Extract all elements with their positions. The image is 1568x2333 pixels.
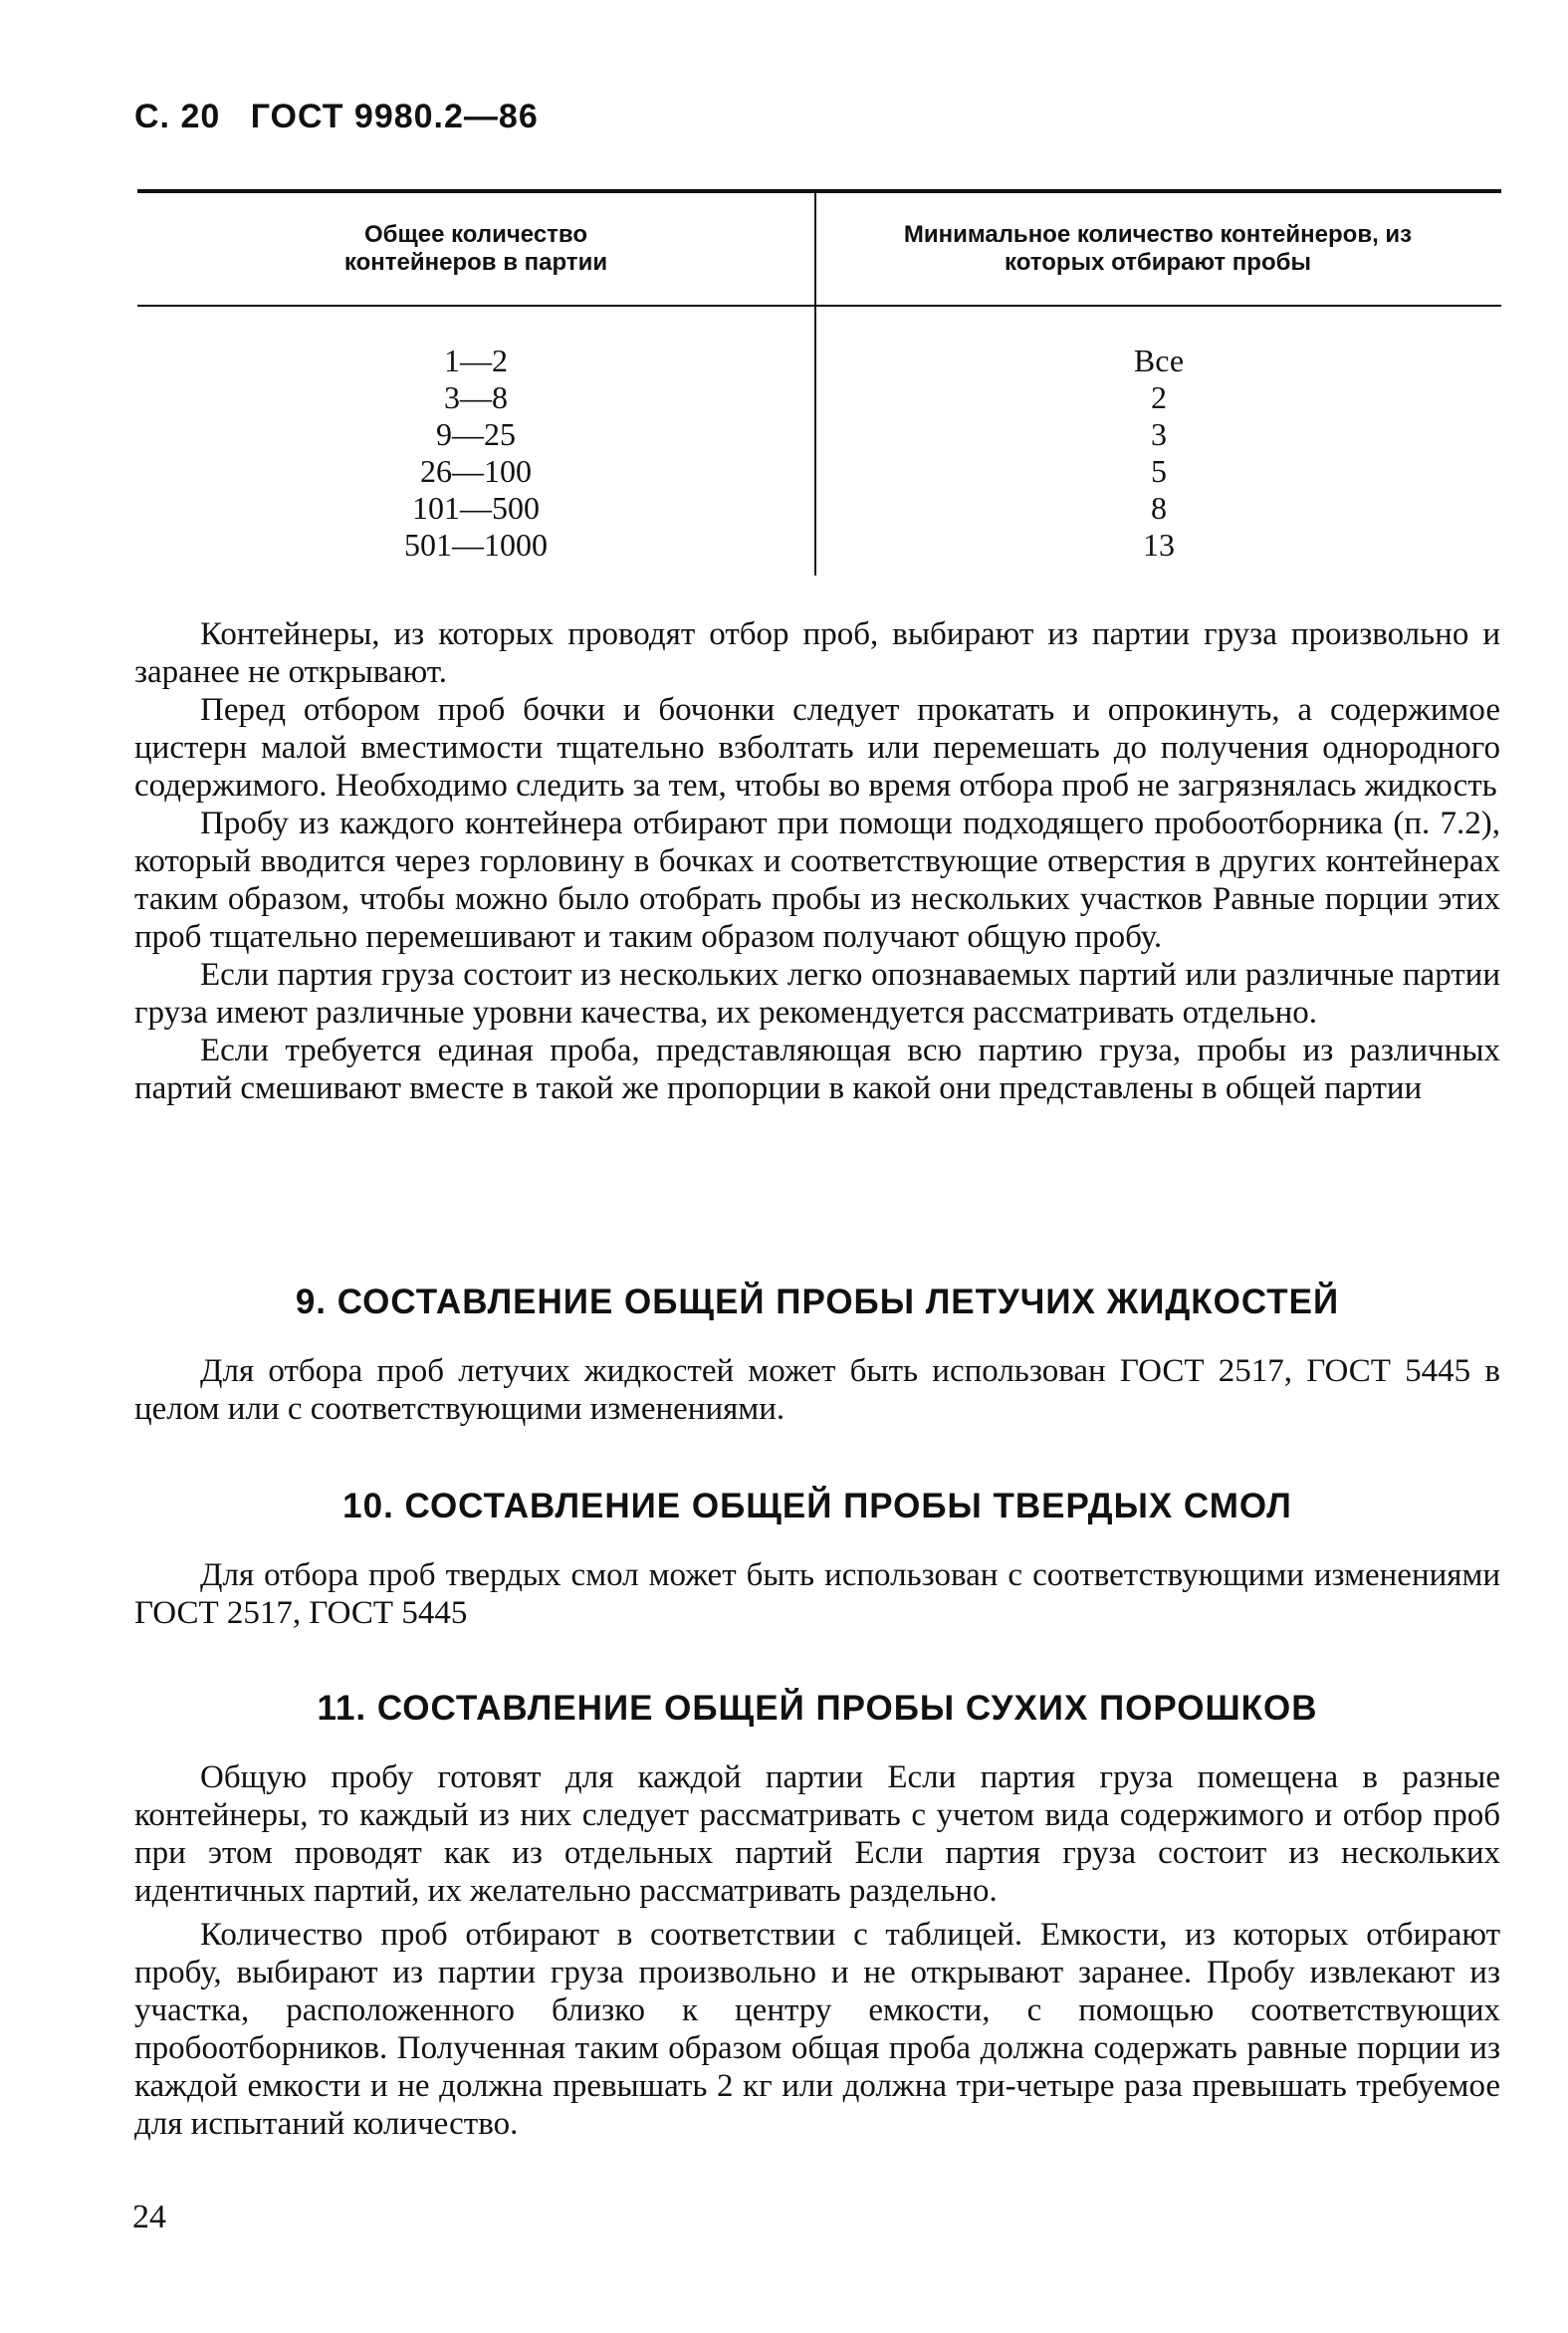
table-body <box>137 307 1501 576</box>
section10-text <box>134 1556 1500 1632</box>
table-cell: 9—25 <box>436 416 516 452</box>
col-min-values <box>814 307 1501 576</box>
table-cell: 13 <box>1143 527 1175 563</box>
col-header-total: Общее количество контейнеров в партии <box>343 221 608 276</box>
table-cell: 5 <box>1151 453 1167 489</box>
table-cell: 101—500 <box>412 490 540 526</box>
section11-text <box>134 1758 1500 2143</box>
table-cell: 3—8 <box>444 379 508 415</box>
table-cell: Все <box>1133 343 1185 378</box>
paragraph: Общую пробу готовят для каждой партии Если партия груза помещена в разные контейнеры, то каждый из них следует рассматривать с учетом вида содержимого и отбор проб при этом проводят как из отдельных партий Если партия груза состоит из нескольких идентичных партий, их желательно рассматривать раздельно. <box>134 1759 1500 1909</box>
section9-heading: 9. СОСТАВЛЕНИЕ ОБЩЕЙ ПРОБЫ ЛЕТУЧИХ ЖИДКОСТЕЙ <box>295 1283 1340 1321</box>
page-header <box>134 98 559 136</box>
table-header <box>137 193 1501 305</box>
standard-number: ГОСТ 9980.2—86 <box>250 98 539 135</box>
section8-text <box>134 615 1500 1107</box>
table-cell: 2 <box>1151 379 1167 415</box>
paragraph: Если партия груза состоит из нескольких легко опознаваемых партий или различные партии груза имеют различные уровни качества, их рекомендуется рассматривать отдельно. <box>134 957 1500 1031</box>
paragraph: Перед отбором проб бочки и бочонки следует прокатать и опрокинуть, а содержимое цистерн малой вместимости тщательно взболтать или перемешать до получения однородного содержимого. Необходимо следить за тем, чтобы во время отбора проб не загрязнялась жидкость <box>134 692 1500 804</box>
paragraph: Пробу из каждого контейнера отбирают при помощи подходящего пробоотборника (п. 7.2), который вводится через горловину в бочках и соответствующие отверстия в других контейнерах таким образом, чтобы можно было отобрать пробы из нескольких участков Равные порции этих проб тщательно перемешивают и таким образом получают общую пробу. <box>134 806 1500 955</box>
paragraph: Для отбора проб летучих жидкостей может быть использован ГОСТ 2517, ГОСТ 5445 в целом или с соответствующими изменениями. <box>134 1353 1500 1427</box>
table-cell: 8 <box>1151 490 1167 526</box>
page-ref: С. 20 <box>134 98 221 135</box>
section11-heading: 11. СОСТАВЛЕНИЕ ОБЩЕЙ ПРОБЫ СУХИХ ПОРОШКОВ <box>317 1689 1318 1728</box>
col-header-min: Минимальное количество контейнеров, из которых отбирают пробы <box>814 193 1499 305</box>
paragraph: Контейнеры, из которых проводят отбор проб, выбирают из партии груза произвольно и заранее не открывают. <box>134 616 1500 690</box>
section10-heading: 10. СОСТАВЛЕНИЕ ОБЩЕЙ ПРОБЫ ТВЕРДЫХ СМОЛ <box>342 1487 1292 1525</box>
paragraph: Если требуется единая проба, представляющая всю партию груза, пробы из различных партий смешивают вместе в такой же пропорции в какой они представлены в общей партии <box>134 1033 1500 1106</box>
page-number: 24 <box>132 2199 166 2235</box>
table-cell: 3 <box>1151 416 1167 452</box>
table-cell: 1—2 <box>444 343 508 378</box>
paragraph: Для отбора проб твердых смол может быть использован с соответствующими изменениями ГОСТ 2517, ГОСТ 5445 <box>134 1557 1500 1631</box>
table-cell: 501—1000 <box>404 527 548 563</box>
paragraph: Количество проб отбирают в соответствии с таблицей. Емкости, из которых отбирают пробу, выбирают из партии груза произвольно и не открывают заранее. Пробу извлекают из участка, расположенного близко к центру емкости, с помощью соответствующих пробоотборников. Полученная таким образом общая проба должна содержать равные порции из каждой емкости и не должна превышать 2 кг или должна три-четыре раза превышать требуемое для испытаний количество. <box>134 1917 1500 2142</box>
container-table <box>137 189 1501 576</box>
col-total-values <box>137 307 814 576</box>
table-cell: 26—100 <box>420 453 532 489</box>
section9-text <box>134 1352 1500 1428</box>
